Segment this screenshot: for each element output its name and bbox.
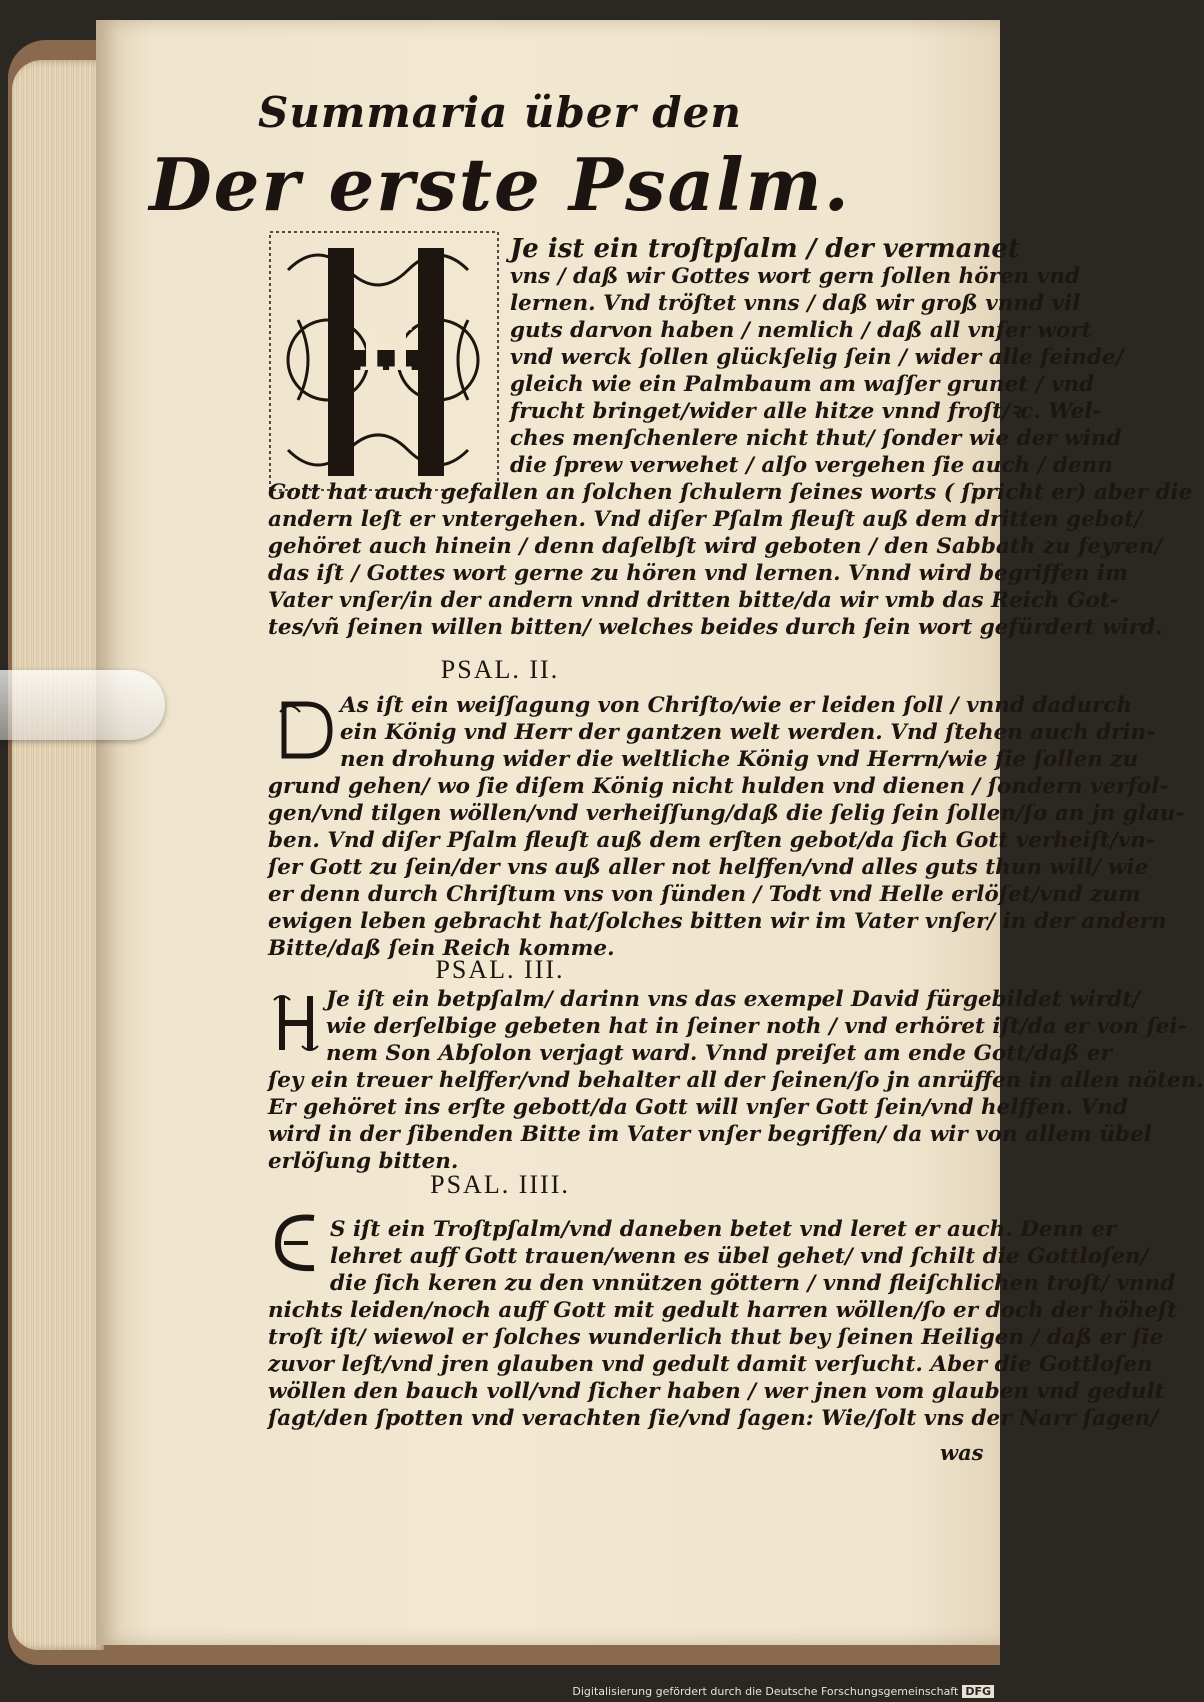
psalm4-body	[330, 1216, 1176, 1297]
text-line: er denn durch Chriſtum vns von ſünden / Todt vnd Helle erlöſet/vnd zum	[268, 882, 1141, 907]
text-line: nem Son Abſolon verjagt ward. Vnnd preiſet am ende Gott/daß er	[326, 1041, 1112, 1066]
psalm1-body	[510, 234, 1124, 479]
text-line: gleich wie ein Palmbaum am waſſer grunet / vnd	[510, 372, 1095, 397]
text-line: zuvor leſt/vnd jren glauben vnd gedult damit verſucht. Aber die Gottloſen	[268, 1352, 1153, 1377]
initial-e	[270, 1212, 326, 1274]
text-line: ewigen leben gebracht hat/ſolches bitten wir im Vater vnſer/ in der andern	[268, 909, 1167, 934]
text-line: erlöſung bitten.	[268, 1149, 459, 1174]
text-line: ſey ein treuer helffer/vnd behalter all der ſeinen/ſo jn anrüffen in allen nöten.	[268, 1068, 1204, 1093]
text-line: troſt iſt/ wiewol er ſolches wunderlich thut bey ſeinen Heiligen / daß er ſie	[268, 1325, 1164, 1350]
text-line: Je iſt ein betpſalm/ darinn vns das exempel David fürgebildet wirdt/	[326, 987, 1140, 1012]
text-line: wird in der ſibenden Bitte im Vater vnſer begriffen/ da wir von allem übel	[268, 1122, 1152, 1147]
text-line: Er gehöret ins erſte gebott/da Gott will vnſer Gott ſein/vnd helffen. Vnd	[268, 1095, 1128, 1120]
text-line: Gott hat auch gefallen an ſolchen ſchulern ſeines worts ( ſpricht er) aber die	[268, 480, 1193, 505]
text-line: lehret auff Gott trauen/wenn es übel gehet/ vnd ſchilt die Gottloſen/	[330, 1244, 1149, 1269]
initial-d	[276, 698, 334, 760]
psalm2-body-full	[268, 773, 1185, 962]
text-line: die ſich keren zu den vnnützen göttern / vnnd fleiſchlichen troſt/ vnnd	[330, 1271, 1176, 1296]
psalm2-heading: PSAL. II.	[440, 655, 560, 684]
text-line: ſagt/den ſpotten vnd verachten ſie/vnd ſagen: Wie/ſolt vns der Narr ſagen/	[268, 1406, 1159, 1431]
text-line: das iſt / Gottes wort gerne zu hören vnd lernen. Vnnd wird begriffen im	[268, 561, 1128, 586]
text-line: gehöret auch hinein / denn daſelbſt wird geboten / den Sabbath zu feyren/	[268, 534, 1163, 559]
text-line: Vater vnſer/in der andern vnnd dritten bitte/da wir vmb das Reich Got-	[268, 588, 1119, 613]
text-line: Bitte/daß ſein Reich komme.	[268, 936, 615, 961]
psalm3-heading: PSAL. III.	[435, 955, 565, 984]
text-line: gen/vnd tilgen wöllen/vnd verheiſſung/daß die ſelig ſein ſollen/ſo an jn glau-	[268, 801, 1185, 826]
text-line: ein König vnd Herr der gantzen welt werden. Vnd ſtehen auch drin-	[340, 720, 1156, 745]
initial-h-small	[272, 992, 322, 1054]
text-line: die ſprew verwehet / alſo vergehen ſie auch / denn	[510, 453, 1113, 478]
footer-credit	[572, 1685, 994, 1698]
text-line: S iſt ein Troſtpſalm/vnd daneben betet vnd leret er auch. Denn er	[330, 1217, 1117, 1242]
text-line: ſer Gott zu ſein/der vns auß aller not helffen/vnd alles guts thun will/ wie	[268, 855, 1149, 880]
text-line: lernen. Vnd tröſtet vnns / daß wir groß vnnd vil	[510, 291, 1081, 316]
text-line: wie derſelbige gebeten hat in ſeiner noth / vnd erhöret iſt/da er von ſei-	[326, 1014, 1187, 1039]
decorated-initial-h	[268, 230, 500, 492]
text-line: As iſt ein weiſſagung von Chriſto/wie er leiden ſoll / vnnd dadurch	[340, 693, 1133, 718]
page-edges	[12, 60, 104, 1650]
text-line: vns / daß wir Gottes wort gern ſollen hören vnd	[510, 264, 1080, 289]
psalm4-heading: PSAL. IIII.	[430, 1170, 570, 1199]
text-line: nichts leiden/noch auff Gott mit gedult harren wöllen/ſo er doch der höheſt	[268, 1298, 1178, 1323]
summary-heading: Summaria über den	[258, 88, 742, 137]
text-line: vnd werck ſollen glückſelig ſein / wider alle feinde/	[510, 345, 1124, 370]
text-line: frucht bringet/wider alle hitze vnnd froſt/ꝛc. Wel-	[510, 399, 1102, 424]
text-line: tes/vñ ſeinen willen bitten/ welches beides durch ſein wort gefürdert wird.	[268, 615, 1163, 640]
svg-text:H: H	[357, 315, 415, 385]
text-line: wöllen den bauch voll/vnd ſicher haben / wer jnen vom glauben vnd gedult	[268, 1379, 1165, 1404]
psalm3-body	[326, 986, 1187, 1067]
psalm2-body	[340, 692, 1156, 773]
catchword: was	[940, 1440, 984, 1465]
text-line: andern leſt er vntergehen. Vnd diſer Pſalm fleuſt auß dem dritten gebot/	[268, 507, 1142, 532]
text-line: ben. Vnd diſer Pſalm fleuſt auß dem erſten gebot/da ſich Gott verheiſt/vn-	[268, 828, 1155, 853]
text-line: ches menſchenlere nicht thut/ ſonder wie der wind	[510, 426, 1122, 451]
text-line: grund gehen/ wo ſie diſem König nicht hulden vnd dienen / ſondern verfol-	[268, 774, 1169, 799]
psalm3-body-full	[268, 1067, 1204, 1175]
text-line: guts darvon haben / nemlich / daß all vnſer wort	[510, 318, 1092, 343]
text-line: nen drohung wider die weltliche König vnd Herrn/wie ſie ſollen zu	[340, 747, 1139, 772]
footer-text: Digitalisierung gefördert durch die Deutsche Forschungsgemeinschaft	[572, 1685, 959, 1698]
page-title: Der erste Psalm.	[149, 142, 851, 227]
text-line: Je ist ein troſtpſalm / der vermanet	[510, 234, 1020, 264]
psalm1-body-full	[268, 479, 1193, 641]
dfg-logo: DFG	[962, 1685, 994, 1698]
psalm4-body-full	[268, 1297, 1178, 1432]
